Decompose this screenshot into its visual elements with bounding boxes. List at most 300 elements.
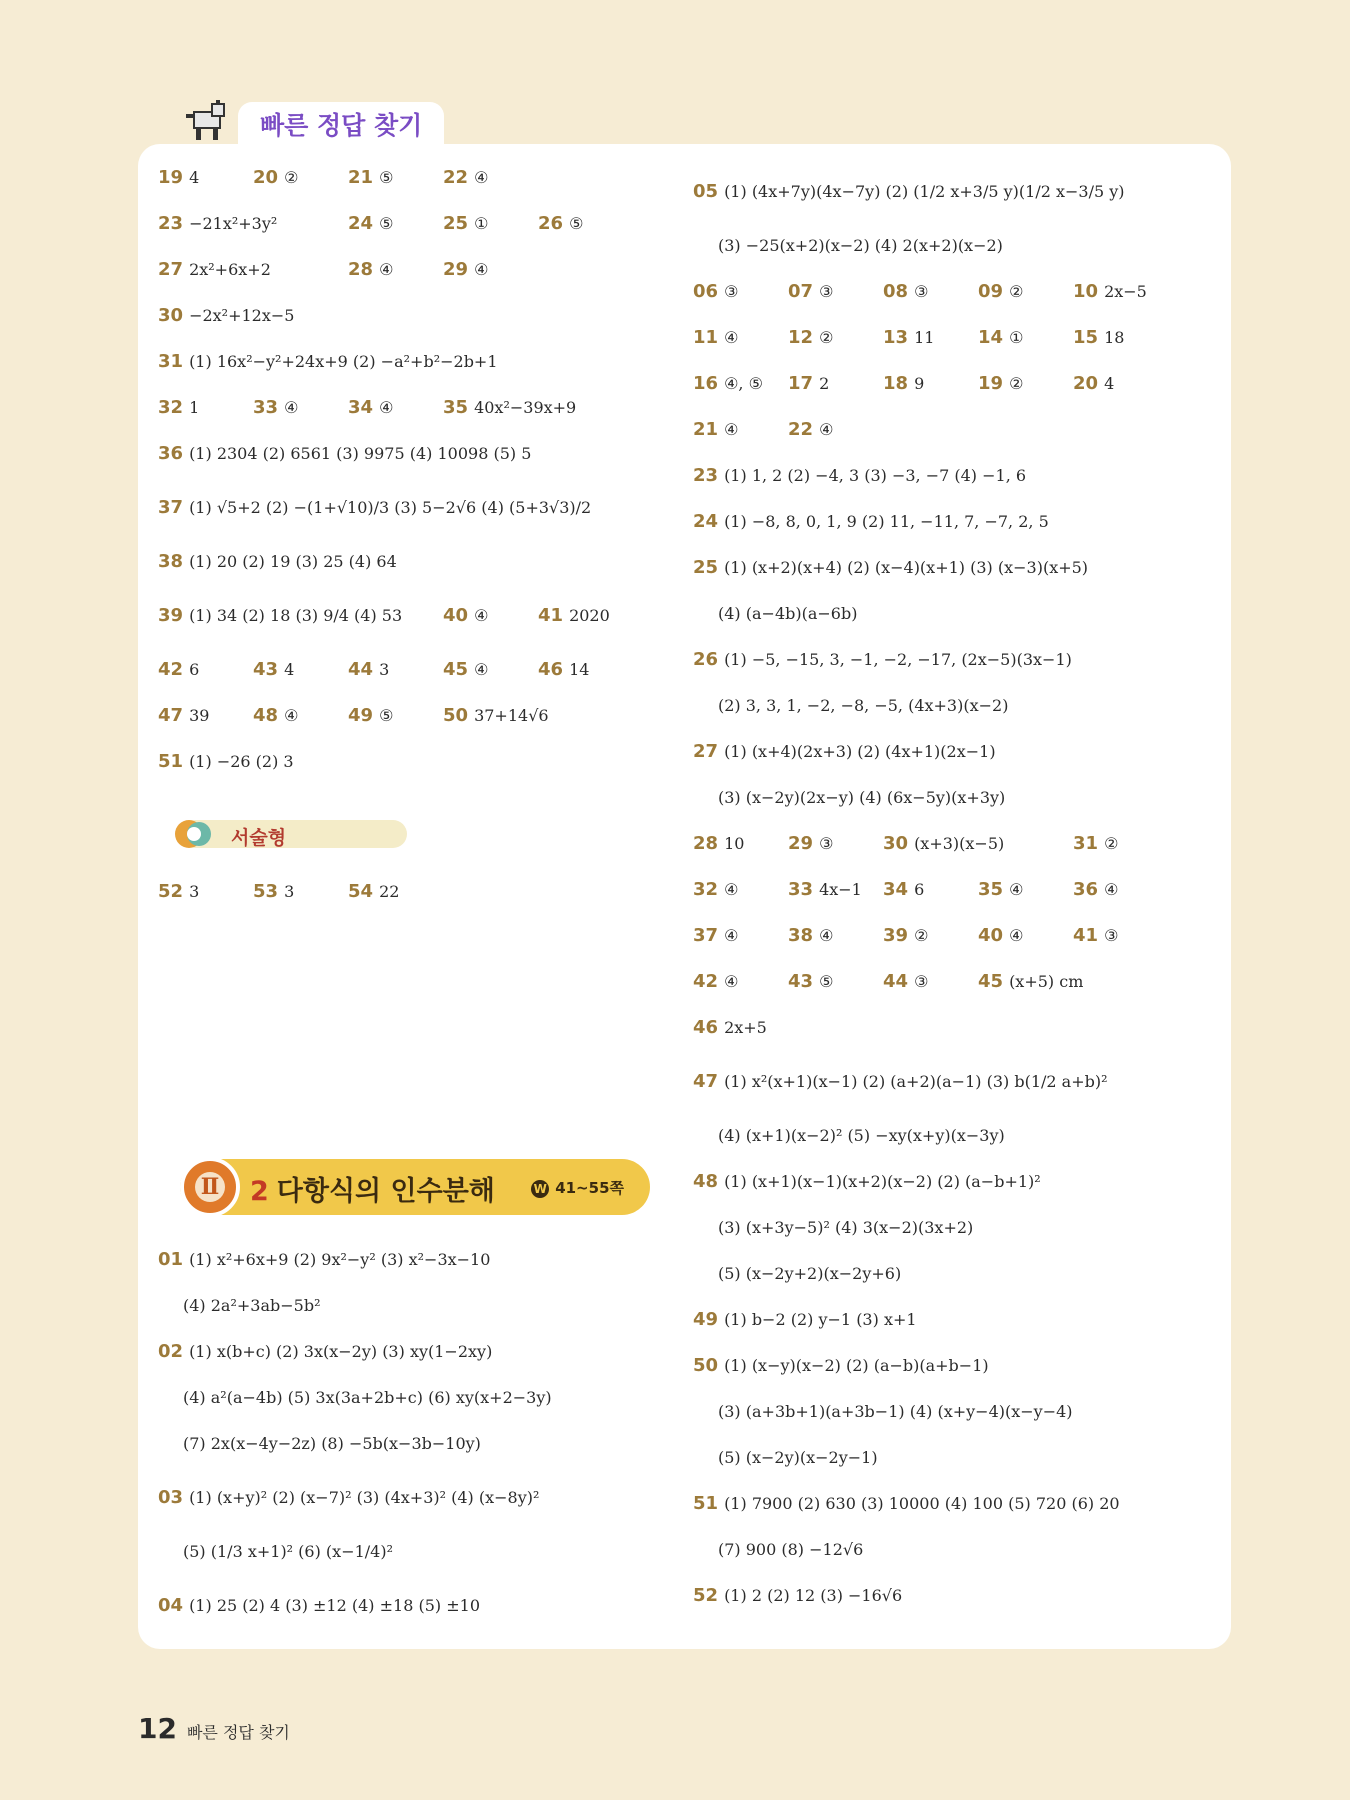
answer-text: (3) (x+3y−5)² (4) 3(x−2)(3x+2) [718,1218,974,1237]
answer-item [158,1596,480,1616]
answer-row [138,1488,668,1512]
question-number: 03 [158,1487,184,1508]
answer-row [138,1388,668,1412]
question-number: 25 [693,557,719,578]
question-number: 27 [158,259,184,280]
question-number: 40 [978,925,1004,946]
answer-text: (1) (x+1)(x−1)(x+2)(x−2) (2) (a−b+1)² [724,1172,1041,1191]
answer-item [443,706,549,726]
answer-text: ③ [819,834,834,853]
question-number: 46 [693,1017,719,1038]
answer-item [158,706,209,726]
answer-item [158,306,294,326]
answer-text: (4) 2a²+3ab−5b² [183,1296,321,1315]
answer-row [673,788,1233,812]
answer-text: 14 [569,660,590,679]
answer-text: (1) 1, 2 (2) −4, 3 (3) −3, −7 (4) −1, 6 [724,466,1027,485]
answer-item [443,168,488,188]
answer-text: 4 [189,168,200,187]
answer-row [138,660,668,684]
answer-text: (7) 2x(x−4y−2z) (8) −5b(x−3b−10y) [183,1434,481,1453]
answer-row [673,1402,1233,1426]
question-number: 18 [883,373,909,394]
answer-text: (4) (a−4b)(a−6b) [718,604,858,623]
answer-item [1073,328,1124,348]
answer-item [1073,282,1147,302]
answer-text: (1) 16x²−y²+24x+9 (2) −a²+b²−2b+1 [189,352,498,371]
answer-item [158,660,199,680]
answer-row [673,420,1233,444]
answer-text: 10 [724,834,745,853]
chapter-number: 2 [250,1176,269,1207]
answer-item [348,214,393,234]
answer-text: (1) √5+2 (2) −(1+√10)/3 (3) 5−2√6 (4) (5+3√3)/2 [189,498,592,517]
answer-text: (3) −25(x+2)(x−2) (4) 2(x+2)(x−2) [718,236,1003,255]
answer-row [673,512,1233,536]
question-number: 44 [883,971,909,992]
answer-text: 4 [284,660,295,679]
header-tab [238,102,444,146]
answer-item [183,1542,393,1562]
answer-text: ② [914,926,929,945]
answer-text: (x+5) cm [1009,972,1084,991]
question-number: 32 [158,397,184,418]
answer-item [718,696,1008,716]
question-number: 19 [978,373,1004,394]
answer-item [693,420,738,440]
answer-item [693,1310,917,1330]
footer-label: 빠른 정답 찾기 [186,1723,290,1742]
answer-row [673,182,1233,206]
answer-item [693,1018,767,1038]
answer-item [1073,880,1118,900]
answer-item [158,260,271,280]
answer-item [693,650,1072,670]
question-number: 21 [348,167,374,188]
answer-text: ④ [724,880,739,899]
answer-text: 1 [189,398,200,417]
question-number: 06 [693,281,719,302]
answer-text: ① [474,214,489,233]
question-number: 36 [158,443,184,464]
answer-item [718,1126,1005,1146]
answer-text: (1) 20 (2) 19 (3) 25 (4) 64 [189,552,397,571]
answer-row [138,498,668,522]
answer-text: (4) (x+1)(x−2)² (5) −xy(x+y)(x−3y) [718,1126,1005,1145]
answer-text: (5) (x−2y)(x−2y−1) [718,1448,878,1467]
answer-text: 39 [189,706,210,725]
question-number: 22 [443,167,469,188]
answer-text: ⑤ [819,972,834,991]
question-number: 27 [693,741,719,762]
question-number: 39 [158,605,184,626]
answer-item [693,1494,1120,1514]
answer-row [138,1250,668,1274]
header-title: 빠른 정답 찾기 [260,111,423,140]
question-number: 07 [788,281,814,302]
question-number: 37 [693,925,719,946]
answer-item [788,374,829,394]
answer-row [138,1542,668,1566]
answer-row [673,926,1233,950]
answer-item [693,374,763,394]
answer-text: ③ [914,282,929,301]
answer-text: 2020 [569,606,610,625]
answer-row [673,1540,1233,1564]
answer-text: (1) −5, −15, 3, −1, −2, −17, (2x−5)(3x−1) [724,650,1072,669]
question-number: 08 [883,281,909,302]
question-number: 31 [1073,833,1099,854]
answer-text: ② [1009,282,1024,301]
answer-text: 2x+5 [724,1018,767,1037]
answer-text: ④ [474,260,489,279]
answer-row [138,444,668,468]
answer-item [443,260,488,280]
answer-text: (1) −26 (2) 3 [189,752,294,771]
answer-row [138,1342,668,1366]
answer-text: (1) (x+2)(x+4) (2) (x−4)(x+1) (3) (x−3)(x+5) [724,558,1089,577]
question-number: 14 [978,327,1004,348]
question-number: 54 [348,881,374,902]
answer-text: ④ [284,398,299,417]
question-number: 30 [883,833,909,854]
answer-text: ① [1009,328,1024,347]
answer-row [673,1356,1233,1380]
answer-text: 40x²−39x+9 [474,398,577,417]
answer-text: ⑤ [569,214,584,233]
question-number: 21 [693,419,719,440]
chapter-pages: 41~55쪽 [555,1179,624,1197]
question-number: 22 [788,419,814,440]
answer-text: (1) (x−y)(x−2) (2) (a−b)(a+b−1) [724,1356,989,1375]
answer-row [673,1586,1233,1610]
answer-item [158,882,199,902]
chapter-banner [180,1159,650,1215]
answer-text: ② [1104,834,1119,853]
answer-text: (1) (4x+7y)(4x−7y) (2) (1/2 x+3/5 y)(1/2 x−3/5 y) [724,182,1125,201]
answer-text: −2x²+12x−5 [189,306,295,325]
question-number: 24 [693,511,719,532]
answer-item [693,972,738,992]
chapter-badge [180,1157,240,1217]
answer-item [443,214,488,234]
answer-row [138,168,668,192]
answer-item [253,706,298,726]
answer-text: 3 [379,660,390,679]
answer-item [718,1402,1073,1422]
answer-item [443,398,576,418]
answer-item [718,1540,863,1560]
answer-item [348,168,393,188]
question-number: 25 [443,213,469,234]
answer-text: (3) (a+3b+1)(a+3b−1) (4) (x+y−4)(x−y−4) [718,1402,1073,1421]
answer-text: ④ [474,606,489,625]
answer-text: ④ [1009,880,1024,899]
answer-row [673,650,1233,674]
answer-row [138,1296,668,1320]
answer-text: 6 [189,660,200,679]
answer-row [673,558,1233,582]
question-number: 38 [158,551,184,572]
answer-item [253,882,294,902]
answer-item [693,1586,902,1606]
answer-row [673,972,1233,996]
answer-item [1073,926,1118,946]
question-number: 10 [1073,281,1099,302]
answer-row [673,374,1233,398]
answer-row [673,1310,1233,1334]
essay-label: 서술형 [231,827,287,849]
question-number: 51 [693,1493,719,1514]
question-number: 29 [788,833,814,854]
answer-item [158,1488,539,1508]
answer-row [138,706,668,730]
answer-item [883,282,928,302]
question-number: 33 [253,397,279,418]
answer-item [883,972,928,992]
answer-row [673,696,1233,720]
mascot-icon [180,100,234,146]
question-number: 42 [158,659,184,680]
answer-item [348,398,393,418]
answer-text: (1) −8, 8, 0, 1, 9 (2) 11, −11, 7, −7, 2, 5 [724,512,1049,531]
answer-item [158,1250,490,1270]
chapter-roman: Ⅱ [195,1172,225,1202]
answer-item [718,1264,901,1284]
answer-item [883,880,924,900]
answer-text: 6 [914,880,925,899]
answer-item [883,834,1004,854]
question-number: 15 [1073,327,1099,348]
question-number: 45 [443,659,469,680]
answer-item [348,882,399,902]
answer-row [138,882,668,906]
answer-row [138,552,668,576]
answer-text: (1) x²(x+1)(x−1) (2) (a+2)(a−1) (3) b(1/2 a+b)² [724,1072,1108,1091]
answer-item [978,282,1023,302]
answer-row [673,604,1233,628]
answer-row [138,306,668,330]
answer-row [138,752,668,776]
answer-text: 4x−1 [819,880,862,899]
question-number: 39 [883,925,909,946]
question-number: 26 [538,213,564,234]
answer-text: ④ [474,660,489,679]
answer-text: ② [819,328,834,347]
answer-item [158,1342,492,1362]
answer-item [348,706,393,726]
answer-item [883,328,934,348]
question-number: 46 [538,659,564,680]
question-number: 29 [443,259,469,280]
answer-item [253,398,298,418]
answer-text: ④ [379,260,394,279]
question-number: 50 [443,705,469,726]
answer-text: (1) 7900 (2) 630 (3) 10000 (4) 100 (5) 720 (6) 20 [724,1494,1120,1513]
answer-row [673,1264,1233,1288]
answer-item [693,328,738,348]
question-number: 33 [788,879,814,900]
answer-text: ③ [724,282,739,301]
answer-item [158,444,531,464]
answer-row [673,1494,1233,1518]
answer-row [673,742,1233,766]
question-number: 53 [253,881,279,902]
question-number: 20 [253,167,279,188]
answer-text: ④ [1104,880,1119,899]
answer-item [443,606,488,626]
answer-text: ④ [819,926,834,945]
answer-item [693,512,1049,532]
question-number: 38 [788,925,814,946]
question-number: 47 [158,705,184,726]
question-number: 31 [158,351,184,372]
answer-text: (1) x²+6x+9 (2) 9x²−y² (3) x²−3x−10 [189,1250,491,1269]
question-number: 09 [978,281,1004,302]
answer-text: 2 [819,374,830,393]
answer-item [978,972,1083,992]
answer-text: (2) 3, 3, 1, −2, −8, −5, (4x+3)(x−2) [718,696,1009,715]
answer-item [718,1218,973,1238]
answer-text: (3) (x−2y)(2x−y) (4) (6x−5y)(x+3y) [718,788,1006,807]
answer-item [693,1356,989,1376]
answer-text: 2x−5 [1104,282,1147,301]
answer-item [158,606,402,626]
answer-row [673,880,1233,904]
answer-item [183,1388,552,1408]
answer-text: (1) (x+y)² (2) (x−7)² (3) (4x+3)² (4) (x−8y)² [189,1488,540,1507]
answer-text: ④ [474,168,489,187]
answer-text: ② [1009,374,1024,393]
question-number: 24 [348,213,374,234]
answer-item [718,604,857,624]
answer-item [788,880,862,900]
answer-item [693,880,738,900]
answer-text: (1) 25 (2) 4 (3) ±12 (4) ±18 (5) ±10 [189,1596,480,1615]
question-number: 16 [693,373,719,394]
answer-text: 22 [379,882,400,901]
page-footer [138,1712,290,1745]
question-number: 23 [693,465,719,486]
answer-item [158,214,277,234]
question-number: 28 [693,833,719,854]
answer-item [693,926,738,946]
answer-item [183,1434,481,1454]
chapter-page-ref [531,1177,624,1198]
question-number: 23 [158,213,184,234]
answer-item [348,260,393,280]
answer-item [1073,834,1118,854]
answer-text: (5) (1/3 x+1)² (6) (x−1/4)² [183,1542,394,1561]
answer-row [673,1072,1233,1096]
question-number: 37 [158,497,184,518]
question-number: 20 [1073,373,1099,394]
answer-item [978,926,1023,946]
answer-item [788,972,833,992]
question-number: 41 [1073,925,1099,946]
answer-text: ② [284,168,299,187]
answer-row [673,1448,1233,1472]
answer-row [138,260,668,284]
answer-item [693,834,744,854]
answer-item [538,214,583,234]
answer-text: ③ [1104,926,1119,945]
answer-text: 3 [284,882,295,901]
answer-item [788,420,833,440]
question-number: 34 [348,397,374,418]
answer-item [978,328,1023,348]
question-number: 01 [158,1249,184,1270]
question-number: 02 [158,1341,184,1362]
answer-text: ④ [284,706,299,725]
answer-item [788,926,833,946]
answer-item [693,558,1088,578]
answer-item [978,880,1023,900]
answer-text: ④ [1009,926,1024,945]
answer-item [538,660,589,680]
answer-item [253,168,298,188]
answer-row [673,282,1233,306]
answer-item [1073,374,1114,394]
answer-item [788,282,833,302]
essay-section-bar [181,820,407,848]
answer-text: −21x²+3y² [189,214,278,233]
answer-text: (1) b−2 (2) y−1 (3) x+1 [724,1310,917,1329]
answer-item [443,660,488,680]
answer-item [538,606,610,626]
answer-text: 11 [914,328,935,347]
answer-item [718,236,1003,256]
answer-text: ⑤ [379,214,394,233]
question-number: 05 [693,181,719,202]
answer-item [978,374,1023,394]
answer-row [138,1434,668,1458]
answer-text: (1) (x+4)(2x+3) (2) (4x+1)(2x−1) [724,742,996,761]
answer-item [883,926,928,946]
answer-text: ④ [379,398,394,417]
question-number: 43 [788,971,814,992]
answer-item [693,466,1026,486]
question-number: 12 [788,327,814,348]
question-number: 35 [978,879,1004,900]
question-number: 48 [693,1171,719,1192]
answer-row [673,236,1233,260]
essay-icon [173,816,213,852]
question-number: 45 [978,971,1004,992]
question-number: 43 [253,659,279,680]
answer-text: ④ [819,420,834,439]
question-number: 34 [883,879,909,900]
answer-item [158,498,591,518]
workbook-icon: W [531,1180,549,1198]
answer-text: ⑤ [379,168,394,187]
answer-item [158,752,294,772]
chapter-heading [250,1169,495,1208]
answer-row [138,352,668,376]
answer-item [158,552,397,572]
answer-text: ④ [724,420,739,439]
chapter-title: 다항식의 인수분해 [276,1176,495,1207]
question-number: 26 [693,649,719,670]
answer-text: ④, ⑤ [724,374,763,393]
answer-text: ③ [914,972,929,991]
answer-row [673,328,1233,352]
question-number: 49 [348,705,374,726]
answer-text: ④ [724,972,739,991]
answer-row [138,398,668,422]
answer-row [138,214,668,238]
question-number: 13 [883,327,909,348]
